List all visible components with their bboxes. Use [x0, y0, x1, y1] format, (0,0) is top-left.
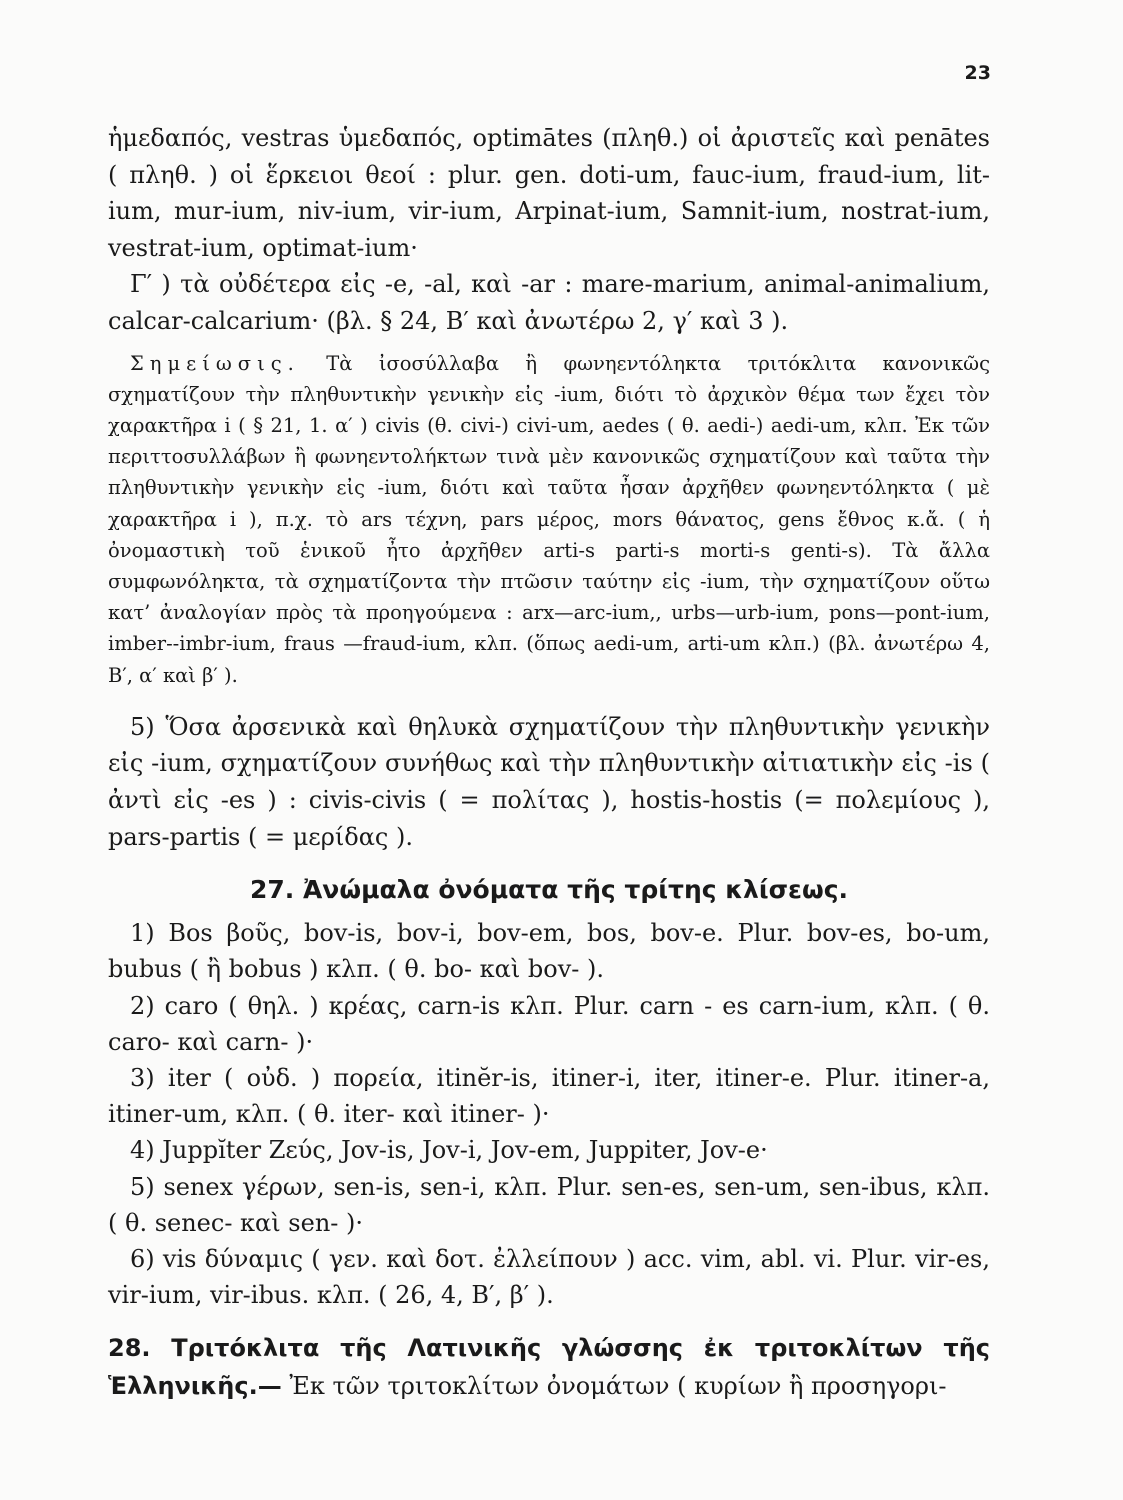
section-28-heading: 28. Τριτόκλιτα τῆς Λατινικῆς γλώσσης ἐκ τριτοκλίτων τῆς Ἑλληνικῆς.—	[108, 1334, 990, 1401]
list-item: 3) iter ( οὐδ. ) πορεία, itinĕr-is, itiner-i, iter, itiner-e. Plur. itiner-a, itiner-um, κλπ. ( θ. iter- καὶ itiner- )·	[108, 1063, 990, 1129]
section-27-heading: 27. Ἀνώμαλα ὀνόματα τῆς τρίτης κλίσεως.	[249, 875, 849, 905]
note-paragraph	[108, 348, 990, 691]
note-text: Τὰ ἰσοσύλλαβα ἢ φωνηεντόληκτα τριτόκλιτα κανονικῶς σχηματίζουν τὴν πληθυντικὴν γενικὴν εἰς -ium, διότι τὸ ἀρχικὸν θέμα των ἔχει τὸν χαρακτῆρα i ( § 21, 1. α′ ) civis (θ. civi-) civi-um, aedes ( θ. aedi-) aedi-um, κλπ. Ἐκ τῶν περιττοσυλλάβων ἢ φωνηεντολήκτων τινὰ μὲν κανονικῶς σχηματίζουν καὶ ταῦτα τὴν πληθυντικὴν γενικὴν εἰς -ium, διότι καὶ ταῦτα ἦσαν ἀρχῆθεν φωνηεντόληκτα ( μὲ χαρακτῆρα i ), π.χ. τὸ ars τέχνη, pars μέρος, mors θάνατος, gens ἔθνος κ.ἄ. ( ἡ ὀνομαστικὴ τοῦ ἑνικοῦ ἦτο ἀρχῆθεν arti-s parti-s morti-s genti-s). Τὰ ἄλλα συμφωνόληκτα, τὰ σχηματίζοντα τὴν πτῶσιν ταύτην εἰς -ium, τὴν σχηματίζουν οὕτω κατ’ ἀναλογίαν πρὸς τὰ προηγούμενα : arx—arc-ium,, urbs—urb-ium, pons—pont-ium, imber--imbr-ium, fraus —fraud-ium, κλπ. (ὅπως aedi-um, arti-um κλπ.) (βλ. ἀνωτέρω 4, Β′, α′ καὶ β′ ).	[108, 351, 990, 687]
page-number: 23	[964, 62, 991, 84]
list-item: 4) Juppĭter Ζεύς, Jov-is, Jov-i, Jov-em, Juppiter, Jov-e·	[130, 1136, 768, 1165]
section-27-list	[108, 915, 990, 1313]
section-28-text: Ἐκ τῶν τριτοκλίτων ὀνομάτων ( κυρίων ἢ προσηγορι-	[289, 1372, 947, 1401]
list-item: 6) vis δύναμις ( γεν. καὶ δοτ. ἐλλείπουν ) acc. vim, abl. vi. Plur. vir-es, vir-ium, vir-ibus. κλπ. ( 26, 4, Β′, β′ ).	[108, 1245, 990, 1310]
list-item: 2) caro ( θηλ. ) κρέας, carn-is κλπ. Plur. carn - es carn-ium, κλπ. ( θ. caro- καὶ carn- )·	[108, 991, 990, 1056]
note-label: Σημείωσις.	[130, 351, 300, 375]
list-item: 5) senex γέρων, sen-is, sen-i, κλπ. Plur. sen-es, sen-um, sen-ibus, κλπ. ( θ. senec- καὶ sen- )·	[108, 1172, 990, 1237]
text-block	[108, 120, 990, 1405]
paragraph-gamma: Γ′ ) τὰ οὐδέτερα εἰς -e, -al, καὶ -ar : mare-marium, animal-animalium, calcar-calcarium· (βλ. § 24, Β′ καὶ ἀνωτέρω 2, γ′ καὶ 3 ).	[108, 270, 990, 335]
paragraph-continuation: ἡμεδαπός, vestras ὑμεδαπός, optimātes (πληθ.) οἱ ἀριστεῖς καὶ penātes ( πληθ. ) οἱ ἕρκειοι θεοί : plur. gen. doti-um, fauc-ium, fraud-ium, lit-ium, mur-ium, niv-ium, vir-ium, Arpinat-ium, Samnit-ium, nostrat-ium, vestrat-ium, optimat-ium·	[108, 124, 990, 262]
list-item: 1) Bos βοῦς, bov-is, bov-i, bov-em, bos, bov-e. Plur. bov-es, bo-um, bubus ( ἢ bobus ) κλπ. ( θ. bo- καὶ bov- ).	[108, 919, 990, 984]
paragraph-5: 5) Ὅσα ἀρσενικὰ καὶ θηλυκὰ σχηματίζουν τὴν πληθυντικὴν γενικὴν εἰς -ium, σχηματίζουν συνήθως καὶ τὴν πληθυντικὴν αἰτιατικὴν εἰς -is ( ἀντὶ εἰς -es ) : civis-civis ( = πολίτας ), hostis-hostis (= πολεμίους ), pars-partis ( = μερίδας ).	[108, 712, 990, 851]
section-28-paragraph	[108, 1329, 990, 1405]
